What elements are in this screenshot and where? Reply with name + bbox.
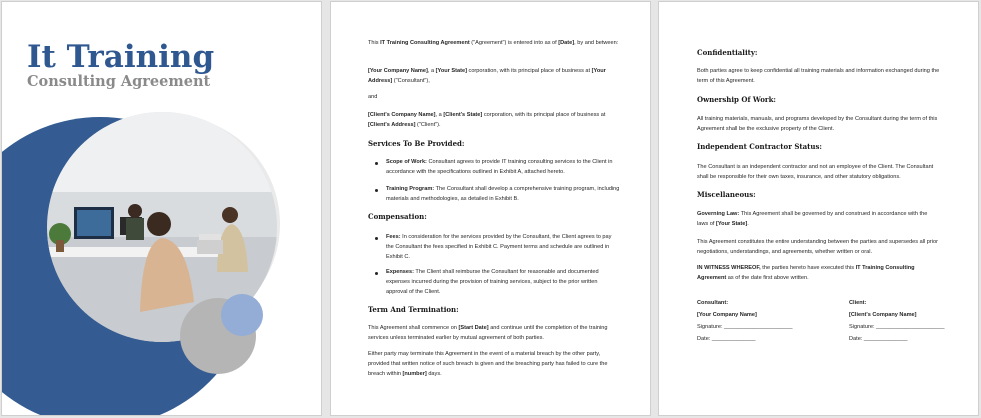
governing-law-label: Governing Law: [697, 211, 740, 217]
witness-label: IN WITNESS WHEREOF, [697, 265, 761, 271]
bullet-icon [375, 189, 378, 192]
text: days. [426, 371, 442, 377]
consultant-name: [Your Company Name] [697, 312, 757, 318]
client-name: [Client's Company Name] [849, 312, 917, 318]
witness-paragraph [697, 263, 940, 283]
confidentiality-text: Both parties agree to keep confidential all training materials and information exchanged during the term of this Agreement. [697, 68, 940, 84]
text: Either party may terminate this Agreement in the event of a material breach by the other party, provided that written notice of such breach is given and the breaching party has failed to cure the breach within [368, 351, 608, 377]
scope-item [386, 157, 620, 177]
text: as of the date first above written. [726, 275, 809, 281]
agreement-page-2 [658, 1, 979, 416]
state-placeholder: [Your State] [715, 221, 748, 227]
client-company-placeholder: [Client's Company Name] [368, 112, 436, 118]
fees-label: Fees: [386, 234, 401, 240]
client-date-line: Date: ______________ [849, 336, 908, 342]
small-blue-circle [221, 294, 263, 336]
services-heading: Services To Be Provided: [368, 139, 465, 148]
fees-item [386, 232, 620, 262]
company-name-placeholder: [Your Company Name] [368, 68, 428, 74]
text: , a [427, 68, 436, 74]
scope-text: Consultant agrees to provide IT training consulting services to the Client in accordance with the specifications outlined in Exhibit A, attached hereto. [386, 159, 613, 175]
agreement-name: IT Training Consulting Agreement [697, 265, 915, 281]
entire-agreement-text: This Agreement constitutes the entire understanding between the parties and supersedes all prior negotiations, understandings, and agreements, whether written or oral. [697, 239, 938, 255]
text: ("Client"). [415, 122, 441, 128]
consultant-signature-line: Signature: ______________________ [697, 324, 793, 330]
program-label: Training Program: [386, 186, 435, 192]
contractor-text: The Consultant is an independent contractor and not an employee of the Client. The Consultant shall be responsible for their own taxes, insurance, and other statutory obligations. [697, 164, 934, 180]
misc-heading: Miscellaneous: [697, 190, 756, 199]
fees-text: In consideration for the services provided by the Consultant, the Client agrees to pay the Consultant the fees specified in Exhibit C. Payment terms and schedule are outlined in Exhibit C. [386, 234, 612, 260]
date-placeholder: [Date] [558, 40, 575, 46]
intro-text: ("Agreement") is entered into as of [469, 40, 559, 46]
ownership-heading: Ownership Of Work: [697, 95, 777, 104]
agreement-page-1 [330, 1, 651, 416]
consultant-label: Consultant: [697, 300, 729, 306]
intro-paragraph [368, 38, 620, 48]
expenses-item [386, 267, 620, 297]
and-text: and [368, 94, 378, 100]
client-signature-line: Signature: ______________________ [849, 324, 945, 330]
bullet-icon [375, 237, 378, 240]
consultant-paragraph [368, 66, 620, 86]
consultant-date-line: Date: ______________ [697, 336, 756, 342]
intro-text: This [368, 40, 381, 46]
termination-paragraph [368, 349, 620, 379]
scope-label: Scope of Work: [386, 159, 427, 165]
program-item [386, 184, 620, 204]
intro-text: , by and between: [574, 40, 619, 46]
text: . [747, 221, 749, 227]
client-label: Client: [849, 300, 867, 306]
bullet-icon [375, 272, 378, 275]
client-paragraph [368, 110, 620, 130]
text: corporation, with its principal place of business at [482, 112, 606, 118]
client-state-placeholder: [Client's State] [443, 112, 483, 118]
contractor-heading: Independent Contractor Status: [697, 142, 823, 151]
state-placeholder: [Your State] [435, 68, 467, 74]
text: the parties hereto have executed this [760, 265, 856, 271]
governing-law-paragraph [697, 209, 940, 229]
client-address-placeholder: [Client's Address] [368, 122, 416, 128]
term-heading: Term And Termination: [368, 305, 459, 314]
bullet-icon [375, 162, 378, 165]
agreement-name: IT Training Consulting Agreement [380, 40, 470, 46]
cover-title: It Training [27, 39, 215, 75]
text: , a [435, 112, 444, 118]
term-paragraph [368, 323, 620, 343]
text: This Agreement shall commence on [368, 325, 459, 331]
ownership-text: All training materials, manuals, and programs developed by the Consultant during the term of this Agreement shall be the exclusive property of the Client. [697, 116, 938, 132]
cover-subtitle: Consulting Agreement [27, 73, 211, 90]
text: ("Consultant"), [392, 78, 430, 84]
confidentiality-heading: Confidentiality: [697, 48, 758, 57]
start-date-placeholder: [Start Date] [458, 325, 489, 331]
cover-page [1, 1, 322, 416]
text: This Agreement shall be governed by and construed in accordance with the laws of [697, 211, 928, 227]
program-text: The Consultant shall develop a comprehensive training program, including materials and methodologies, as detailed in Exhibit B. [386, 186, 620, 202]
number-placeholder: [number] [402, 371, 427, 377]
address-placeholder: [Your Address] [368, 68, 606, 84]
text: and continue until the completion of the training services unless terminated earlier by mutual agreement of both parties. [368, 325, 608, 341]
text: corporation, with its principal place of business at [466, 68, 592, 74]
expenses-label: Expenses: [386, 269, 414, 275]
compensation-heading: Compensation: [368, 212, 427, 221]
expenses-text: The Client shall reimburse the Consultant for reasonable and documented expenses incurred during the provision of training services, subject to the prior written approval of the Client. [386, 269, 599, 295]
